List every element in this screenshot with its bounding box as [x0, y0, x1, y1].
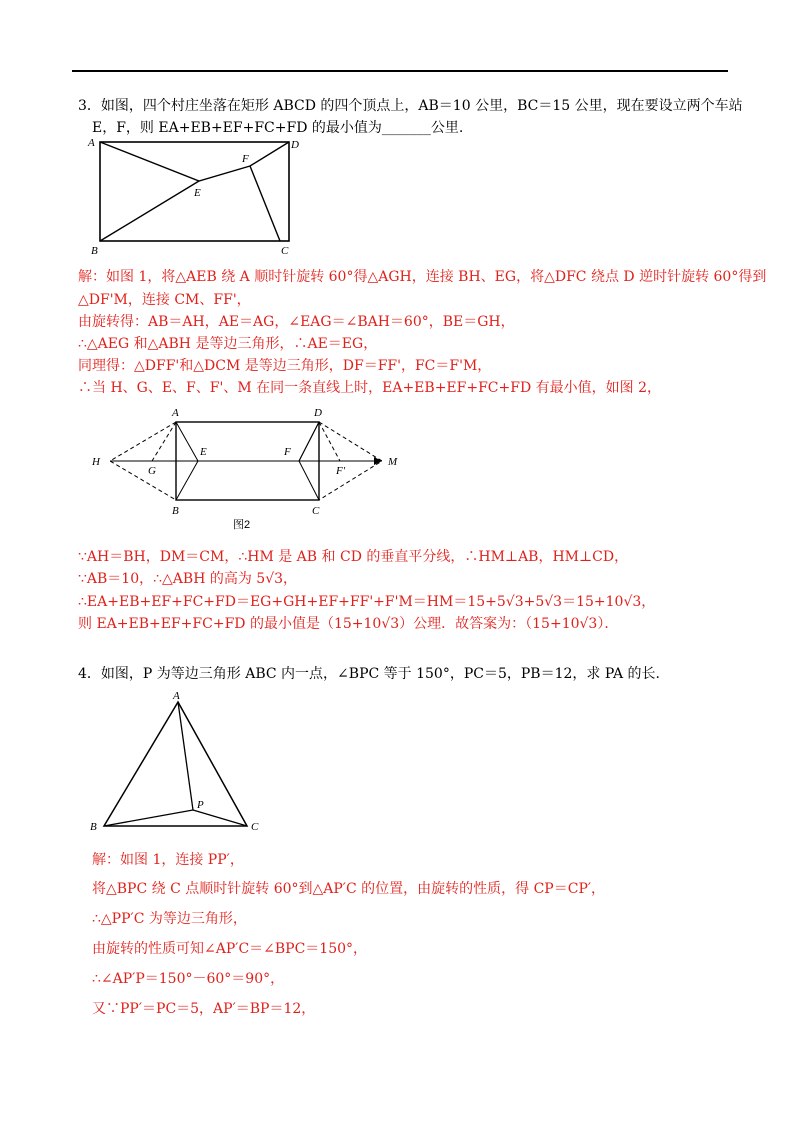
figure-triangle-abc: [84, 688, 274, 836]
problem3-line1: 3．如图，四个村庄坐落在矩形 ABCD 的四个顶点上，AB＝10 公里，BC＝15 公里，现在要设立两个车站: [78, 98, 743, 114]
problem4-line1: 4．如图，P 为等边三角形 ABC 内一点，∠BPC 等于 150°，PC＝5，PB＝12，求 PA 的长.: [78, 666, 660, 682]
solution3-line9: ∴EA+EB+EF+FC+FD＝EG+GH+EF+FF'+F'M＝HM＝15+5√3+5√3＝15+10√3，: [78, 594, 656, 610]
fig2-label-h: H: [92, 456, 100, 468]
fig2-label-f: F: [284, 446, 291, 458]
solution3-line5: 同理得：△DFF'和△DCM 是等边三角形，DF＝FF'，FC＝F'M，: [78, 358, 492, 374]
solution3-line6: ∴当 H、G、E、F、F'、M 在同一条直线上时，EA+EB+EF+FC+FD 有最小值，如图 2，: [78, 380, 661, 396]
solution3-line2: △DF'M，连接 CM、FF'，: [78, 292, 251, 308]
solution4-line1: 解：如图 1，连接 PP′，: [92, 852, 244, 868]
fig4-label-p: P: [197, 799, 204, 811]
fig2-label-e: E: [200, 446, 207, 458]
figure-rectangle-abcd: [84, 134, 306, 258]
fig4-label-c: C: [251, 821, 259, 833]
problem3-line2: E，F，则 EA+EB+EF+FC+FD 的最小值为_______公里.: [92, 120, 464, 136]
fig2-label-g: G: [148, 465, 156, 477]
solution3-line8: ∵AB＝10，∴△ABH 的高为 5√3，: [78, 571, 298, 587]
solution3-line4: ∴△AEG 和△ABH 是等边三角形，∴AE＝EG，: [78, 336, 378, 352]
fig1-label-f: F: [242, 153, 249, 165]
fig4-label-b: B: [90, 821, 97, 833]
fig1-label-e: E: [194, 187, 201, 199]
fig1-label-b: B: [91, 245, 98, 257]
fig1-label-c: C: [281, 245, 289, 257]
solution4-line4: 由旋转的性质可知∠AP′C＝∠BPC＝150°，: [92, 941, 368, 957]
solution3-line3: 由旋转得：AB＝AH，AE＝AG，∠EAG＝∠BAH＝60°，BE＝GH，: [78, 314, 515, 330]
fig2-label-fprime: F': [336, 465, 346, 477]
fig2-label-d: D: [314, 407, 322, 419]
solution4-line2: 将△BPC 绕 C 点顺时针旋转 60°到△AP′C 的位置，由旋转的性质，得 CP＝CP′，: [92, 881, 606, 897]
solution4-line5: ∴∠AP′P＝150°－60°＝90°，: [92, 971, 285, 987]
fig2-label-b: B: [172, 505, 179, 517]
fig1-label-d: D: [291, 139, 299, 151]
fig2-label-a: A: [172, 407, 179, 419]
fig2-label-m: M: [388, 456, 398, 468]
solution3-line10: 则 EA+EB+EF+FC+FD 的最小值是（15+10√3）公理．故答案为：（15+10√3）．: [78, 616, 619, 632]
figure-2: [88, 402, 408, 532]
header-rule: [72, 70, 728, 72]
solution3-line7: ∵AH＝BH，DM＝CM，∴HM 是 AB 和 CD 的垂直平分线，∴HM⊥AB，HM⊥CD，: [78, 549, 629, 565]
solution4-line3: ∴△PP′C 为等边三角形，: [92, 911, 247, 927]
fig2-caption: 图2: [233, 519, 251, 531]
solution3-line1: 解：如图 1，将△AEB 绕 A 顺时针旋转 60°得△AGH，连接 BH、EG，将△DFC 绕点 D 逆时针旋转 60°得到: [78, 269, 767, 285]
fig4-label-a: A: [173, 690, 180, 702]
solution4-line6: 又∵PP′＝PC＝5，AP′＝BP＝12，: [92, 1001, 316, 1017]
fig2-label-c: C: [312, 505, 320, 517]
fig1-label-a: A: [88, 137, 95, 149]
